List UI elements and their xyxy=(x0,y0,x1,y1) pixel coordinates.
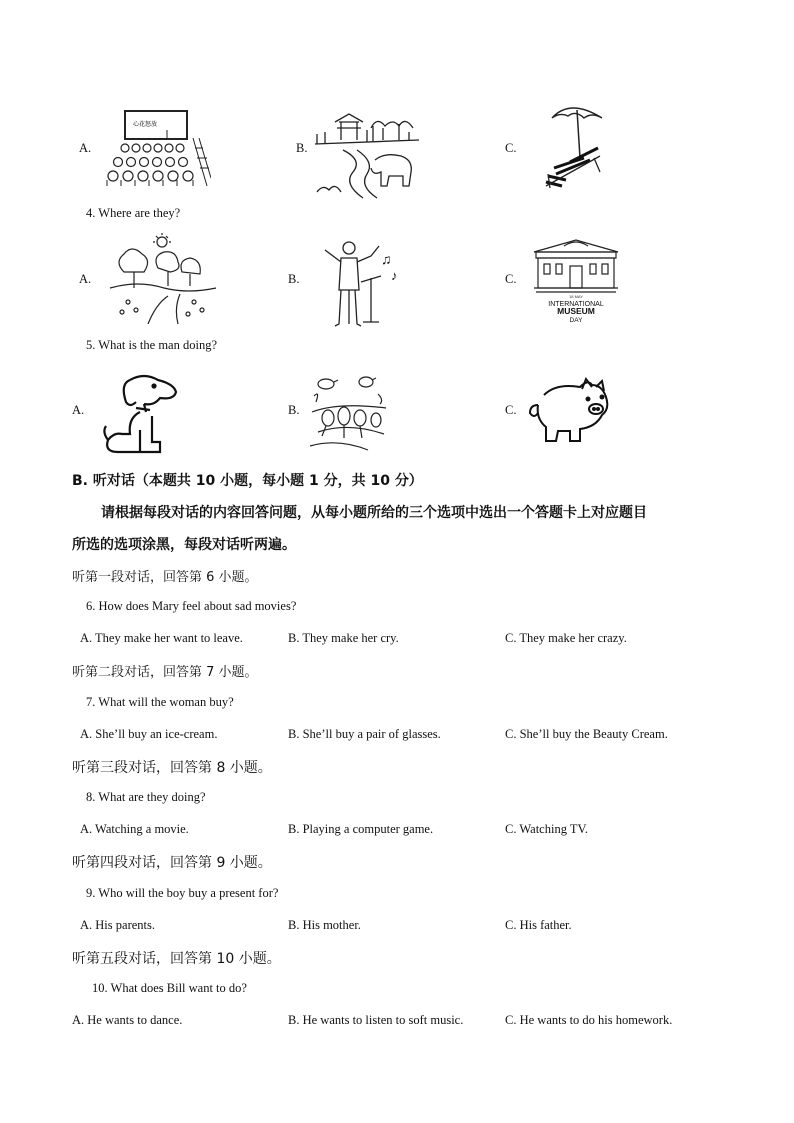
q10-option-a: A. He wants to dance. xyxy=(72,1013,183,1027)
park-elephant-picture xyxy=(313,110,419,200)
q4-option-a-label: A. xyxy=(79,272,92,286)
q6-option-c: C. They make her crazy. xyxy=(505,631,627,645)
section-b-instruction-line2: 所选的选项涂黑，每段对话听两遍。 xyxy=(72,537,296,553)
cinema-screen-text: 心花怒放 xyxy=(133,121,158,128)
q6-option-a: A. They make her want to leave. xyxy=(80,631,243,645)
pig-picture xyxy=(526,375,612,445)
birds-picture xyxy=(308,372,388,452)
conductor-picture xyxy=(315,236,407,328)
q7-option-a: A. She’ll buy an ice-cream. xyxy=(80,727,218,741)
dialogue-intro-10: 听第五段对话，回答第 10 小题。 xyxy=(72,951,281,967)
q4-option-b-label: B. xyxy=(288,272,300,286)
dialogue-intro-9: 听第四段对话，回答第 9 小题。 xyxy=(72,855,272,871)
dialogue-intro-6: 听第一段对话，回答第 6 小题。 xyxy=(72,570,258,585)
q5-option-b-label: B. xyxy=(288,403,300,417)
q8-option-b: B. Playing a computer game. xyxy=(288,822,434,836)
park-picture xyxy=(108,232,218,324)
q4-option-c-label: C. xyxy=(505,272,517,286)
q10-option-c: C. He wants to do his homework. xyxy=(505,1013,673,1027)
svg-text:♪: ♪ xyxy=(391,268,398,283)
q3-option-b-label: B. xyxy=(296,141,308,155)
section-b-heading: B. 听对话（本题共 10 小题，每小题 1 分，共 10 分） xyxy=(72,473,423,489)
q5-option-c-label: C. xyxy=(505,403,517,417)
svg-text:♫: ♫ xyxy=(381,253,392,268)
q9-option-a: A. His parents. xyxy=(80,918,155,932)
section-b-instruction-line1: 请根据每段对话的内容回答问题，从每小题所给的三个选项中选出一个答题卡上对应题目 xyxy=(101,505,647,521)
beach-chair-picture xyxy=(540,100,608,192)
svg-text:DAY: DAY xyxy=(569,317,583,324)
question-4: 4. Where are they? xyxy=(86,206,181,220)
question-9: 9. Who will the boy buy a present for? xyxy=(86,886,279,900)
dog-picture xyxy=(100,372,180,454)
q3-option-a-label: A. xyxy=(79,141,92,155)
q9-option-c: C. His father. xyxy=(505,918,572,932)
dialogue-intro-7: 听第二段对话，回答第 7 小题。 xyxy=(72,665,258,680)
question-10: 10. What does Bill want to do? xyxy=(92,981,247,995)
q7-option-c: C. She’ll buy the Beauty Cream. xyxy=(505,727,668,741)
question-6: 6. How does Mary feel about sad movies? xyxy=(86,599,297,613)
q8-option-c: C. Watching TV. xyxy=(505,822,589,836)
svg-text:INTERNATIONAL: INTERNATIONAL xyxy=(548,301,604,308)
svg-text:MUSEUM: MUSEUM xyxy=(557,306,595,316)
q6-option-b: B. They make her cry. xyxy=(288,631,399,645)
cinema-picture xyxy=(103,108,211,188)
q9-option-b: B. His mother. xyxy=(288,918,361,932)
q3-option-c-label: C. xyxy=(505,141,517,155)
question-5: 5. What is the man doing? xyxy=(86,338,217,352)
q7-option-b: B. She’ll buy a pair of glasses. xyxy=(288,727,441,741)
q10-option-b: B. He wants to listen to soft music. xyxy=(288,1013,464,1027)
q8-option-a: A. Watching a movie. xyxy=(80,822,189,836)
svg-text:18 MAY: 18 MAY xyxy=(569,294,583,299)
museum-picture xyxy=(530,236,622,324)
q5-option-a-label: A. xyxy=(72,403,85,417)
question-7: 7. What will the woman buy? xyxy=(86,695,234,709)
dialogue-intro-8: 听第三段对话，回答第 8 小题。 xyxy=(72,760,272,776)
question-8: 8. What are they doing? xyxy=(86,790,206,804)
